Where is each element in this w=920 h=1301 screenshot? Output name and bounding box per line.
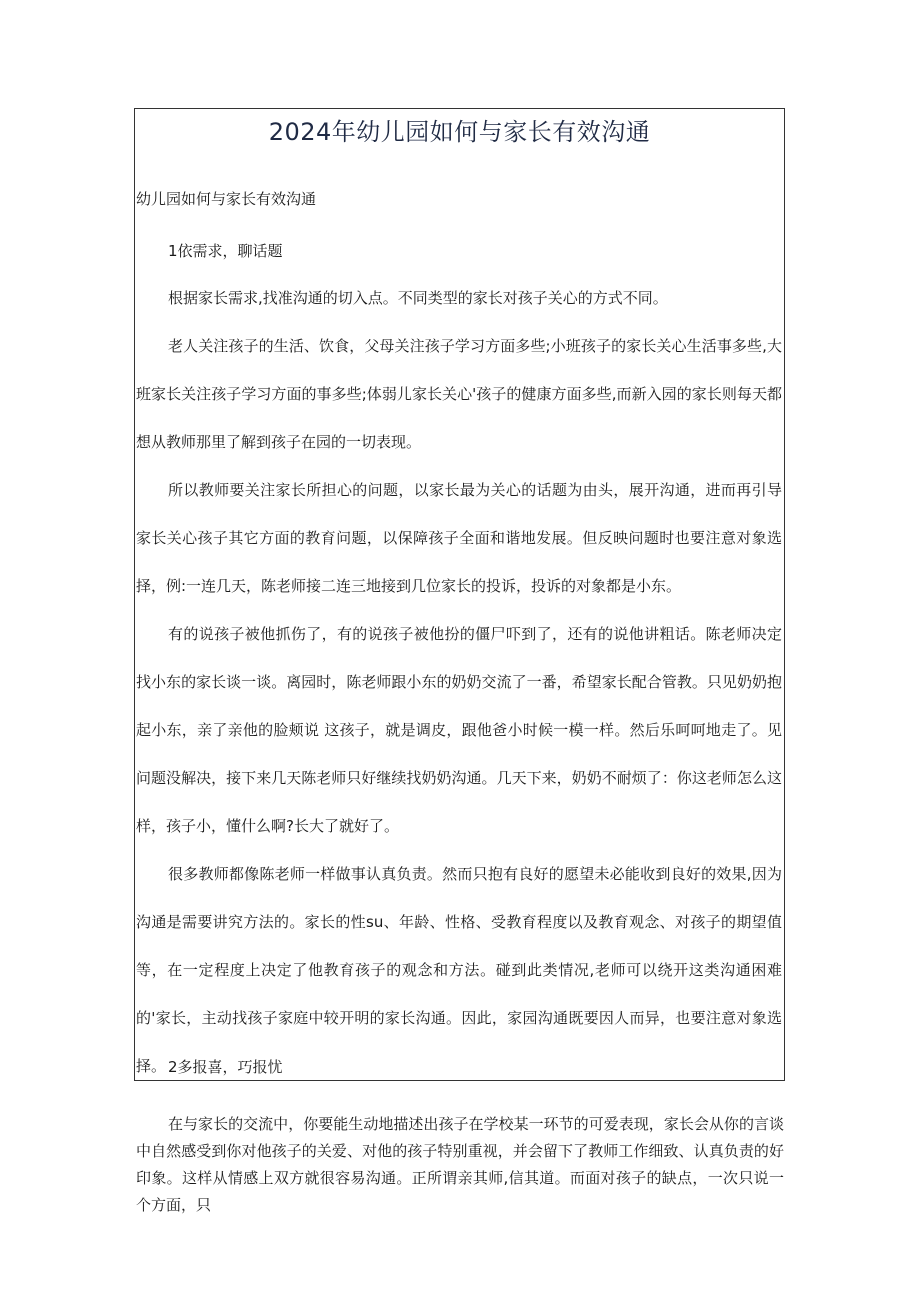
paragraph-outside-frame: 在与家长的交流中，你要能生动地描述出孩子在学校某一环节的可爱表现，家长会从你的言谈中自然感受到你对他孩子的关爱、对他的孩子特别重视，并会留下了教师工作细致、认真负责的好印象。这样从情感上双方就很容易沟通。正所谓亲其师,信其道。而面对孩子的缺点，一次只说一个方面，只 (136, 1115, 784, 1214)
paragraph-5: 很多教师都像陈老师一样做事认真负责。然而只抱有良好的愿望未必能收到良好的效果,因为沟通是需要讲究方法的。家长的性su、年龄、性格、受教育程度以及教育观念、对孩子的期望值等，在一定程度上决定了他教育孩子的观念和方法。碰到此类情况,老师可以绕开这类沟通困难的'家长，主动找孩子家庭中较开明的家长沟通。因此，家园沟通既要因人而异，也要注意对象选择。 (136, 865, 782, 1075)
section-heading-2: 2多报喜，巧报忧 (168, 1058, 283, 1076)
paragraph-3: 所以教师要关注家长所担心的问题，以家长最为关心的话题为由头，展开沟通，进而再引导家长关心孩子其它方面的教育问题，以保障孩子全面和谐地发展。但反映问题时也要注意对象选择，例:一连几天，陈老师接二连三地接到几位家长的投诉，投诉的对象都是小东。 (136, 481, 782, 595)
paragraph-1: 根据家长需求,找准沟通的切入点。不同类型的家长对孩子关心的方式不同。 (168, 289, 668, 307)
paragraph-2: 老人关注孩子的生活、饮食，父母关注孩子学习方面多些;小班孩子的家长关心生活事多些,大班家长关注孩子学习方面的事多些;体弱儿家长关心'孩子的健康方面多些,而新入园的家长则每天都想从教师那里了解到孩子在园的一切表现。 (136, 337, 782, 451)
paragraph-4: 有的说孩子被他抓伤了，有的说孩子被他扮的僵尸吓到了，还有的说他讲粗话。陈老师决定找小东的家长谈一谈。离园时，陈老师跟小东的奶奶交流了一番，希望家长配合管教。只见奶奶抱起小东，亲了亲他的脸颊说 这孩子，就是调皮，跟他爸小时候一模一样。然后乐呵呵地走了。见问题没解决，接下来几天陈老师只好继续找奶奶沟通。几天下来，奶奶不耐烦了：你这老师怎么这样，孩子小，懂什么啊?长大了就好了。 (136, 625, 782, 835)
document-title: 2024年幼儿园如何与家长有效沟通 (268, 118, 651, 146)
document-subtitle: 幼儿园如何与家长有效沟通 (136, 190, 317, 208)
section-heading-1: 1依需求，聊话题 (168, 242, 283, 260)
